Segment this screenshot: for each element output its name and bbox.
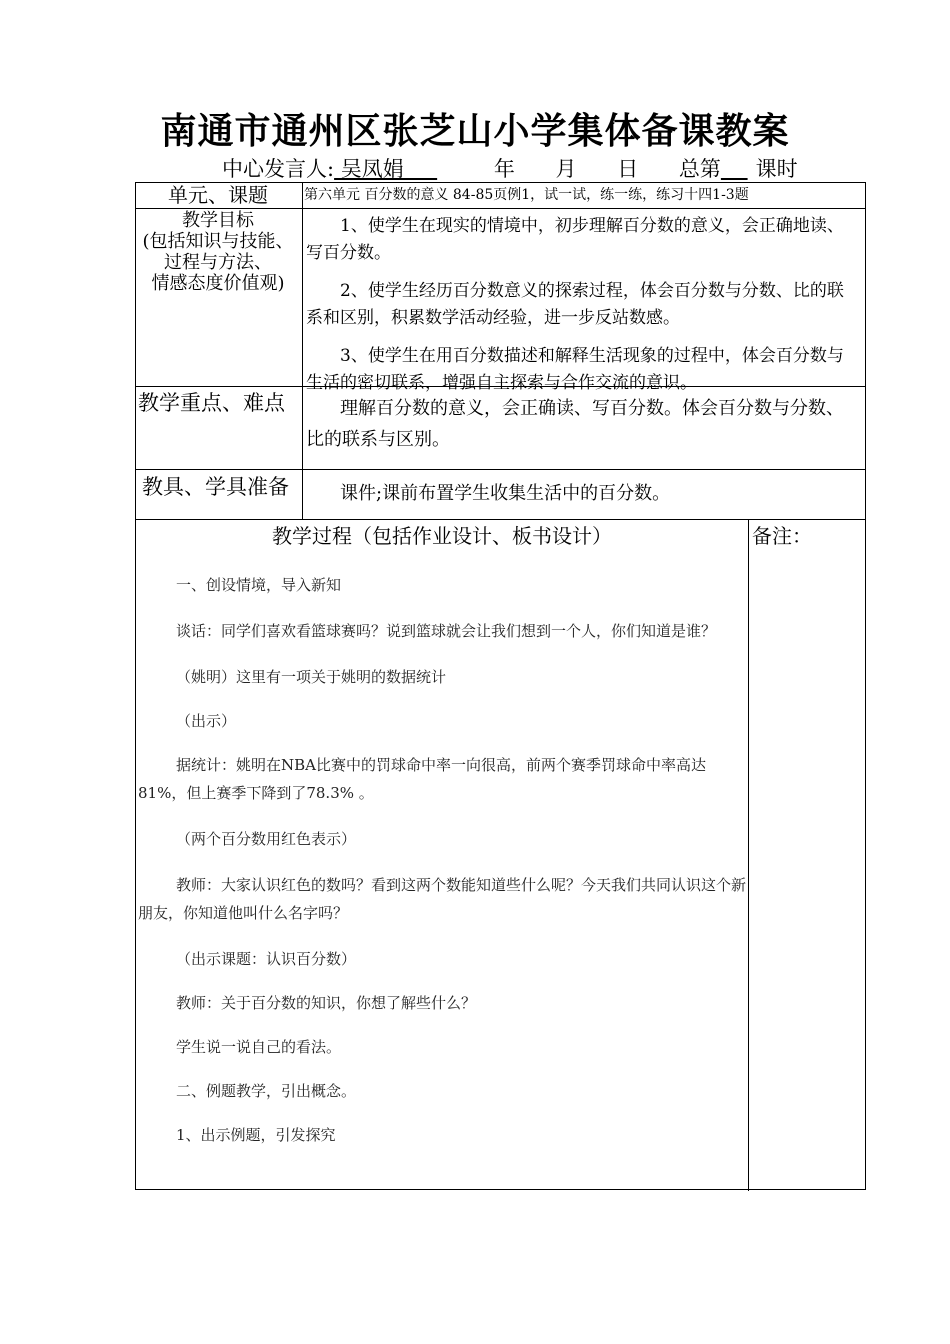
goal-item: 3、使学生在用百分数描述和解释生活现象的过程中，体会百分数与生活的密切联系，增强自主探索与合作交流的意识。 [306,346,844,393]
total-prefix: 总第 [678,157,721,181]
process-paragraph: 谈话：同学们喜欢看篮球赛吗？说到篮球就会让我们想到一个人，你们知道是谁？ [176,622,717,640]
unit-label: 单元、课题 [168,183,268,207]
process-paragraph: 1、出示例题，引发探究 [176,1126,336,1144]
month-label: 月 [555,157,577,181]
unit-value: 第六单元 百分数的意义 84-85页例1，试一试，练一练，练习十四1-3题 [304,187,749,203]
process-paragraph: （两个百分数用红色表示） [176,830,357,848]
goal-item: 1、使学生在现实的情境中，初步理解百分数的意义，会正确地读、写百分数。 [306,216,844,263]
process-paragraph: 一、创设情境，导入新知 [176,576,342,594]
tools-text: 课件;课前布置学生收集生活中的百分数。 [340,483,671,504]
process-paragraph: 据统计：姚明在NBA比赛中的罚球命中率一向很高，前两个赛季罚球命中率高达81%，但上赛季下降到了78.3% 。 [138,756,706,802]
day-label: 日 [617,157,639,181]
goal-label-line: 教学目标 [182,210,254,231]
goals-text [306,213,854,408]
goal-label-line: 情感态度价值观) [151,273,285,294]
process-paragraph: 教师：关于百分数的知识，你想了解些什么？ [176,994,477,1012]
speaker-label: 中心发言人: [222,157,335,181]
total-blank [721,156,748,182]
key-points-text: 理解百分数的意义，会正确读、写百分数。体会百分数与分数、比的联系与区别。 [306,398,844,450]
speaker-name: 吴凤娟 [334,157,438,181]
goal-item: 2、使学生经历百分数意义的探索过程，体会百分数与分数、比的联系和区别，积累数学活动经验，进一步反站数感。 [306,281,844,328]
goal-label-line: (包括知识与技能、 [142,231,294,252]
tools-label: 教具、学具准备 [142,475,289,499]
document-title: 南通市通州区张芝山小学集体备课教案 [160,111,790,152]
key-points-label: 教学重点、难点 [138,391,285,415]
process-paragraph: 二、例题教学，引出概念。 [176,1082,357,1100]
process-header: 教学过程（包括作业设计、板书设计） [272,524,612,548]
process-paragraph: 教师：大家认识红色的数吗？看到这两个数能知道些什么呢？今天我们共同认识这个新朋友，你知道他叫什么名字吗？ [138,876,747,922]
lesson-suffix: 课时 [755,157,798,181]
goal-label [136,210,300,294]
process-paragraph: 学生说一说自己的看法。 [176,1038,342,1056]
lesson-plan-table [135,182,866,1190]
process-paragraph: （出示） [176,712,237,730]
process-body [138,571,746,1149]
process-paragraph: （出示课题：认识百分数） [176,950,357,968]
notes-header: 备注： [752,524,812,548]
process-paragraph: （姚明）这里有一项关于姚明的数据统计 [176,668,447,686]
header-info-line [222,156,798,182]
goal-label-line: 过程与方法、 [164,252,272,273]
year-label: 年 [493,157,515,181]
